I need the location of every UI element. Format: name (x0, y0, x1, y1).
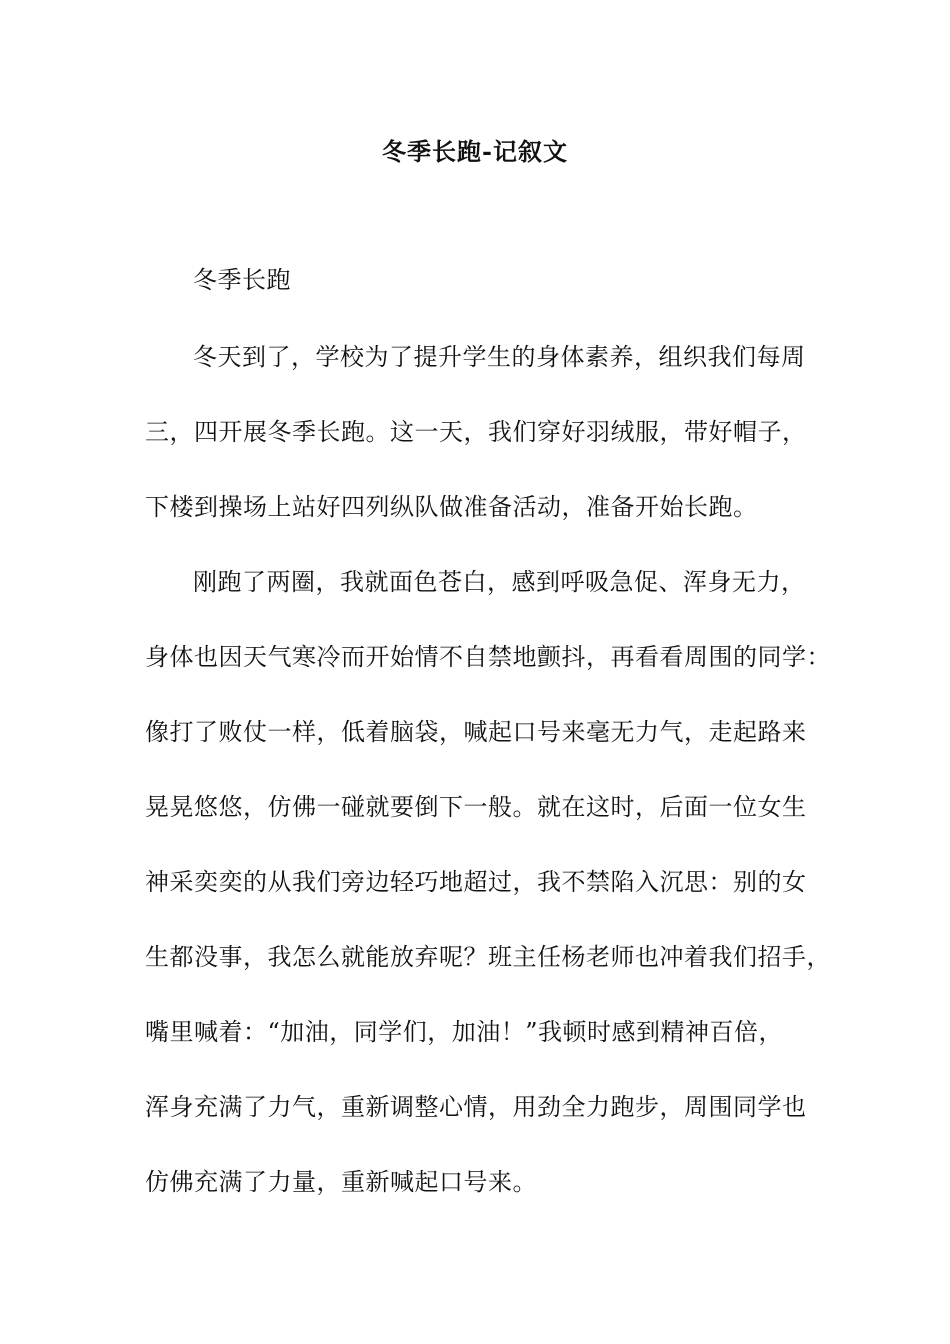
paragraph-line: 冬天到了，学校为了提升学生的身体素养，组织我们每周 (193, 343, 806, 371)
paragraph-line: 嘴里喊着：“加油，同学们，加油！”我顿时感到精神百倍， (145, 1018, 784, 1046)
essay-subtitle: 冬季长跑 (193, 266, 291, 294)
paragraph-line: 刚跑了两圈，我就面色苍白，感到呼吸急促、浑身无力， (193, 568, 806, 596)
paragraph-line: 浑身充满了力气，重新调整心情，用劲全力跑步，周围同学也 (145, 1093, 807, 1121)
paragraph-line: 晃晃悠悠，仿佛一碰就要倒下一般。就在这时，后面一位女生 (145, 793, 807, 821)
paragraph-line: 生都没事，我怎么就能放弃呢？班主任杨老师也冲着我们招手， (145, 943, 831, 971)
paragraph-line: 身体也因天气寒冷而开始情不自禁地颤抖，再看看周围的同学： (145, 643, 831, 671)
paragraph-line: 下楼到操场上站好四列纵队做准备活动，准备开始长跑。 (145, 493, 758, 521)
paragraph-line: 像打了败仗一样，低着脑袋，喊起口号来毫无力气，走起路来 (145, 718, 807, 746)
paragraph-line: 三，四开展冬季长跑。这一天，我们穿好羽绒服，带好帽子， (145, 418, 807, 446)
paragraph-line: 神采奕奕的从我们旁边轻巧地超过，我不禁陷入沉思：别的女 (145, 868, 807, 896)
document-title: 冬季长跑-记叙文 (382, 137, 568, 166)
paragraph-line: 仿佛充满了力量，重新喊起口号来。 (145, 1168, 537, 1196)
